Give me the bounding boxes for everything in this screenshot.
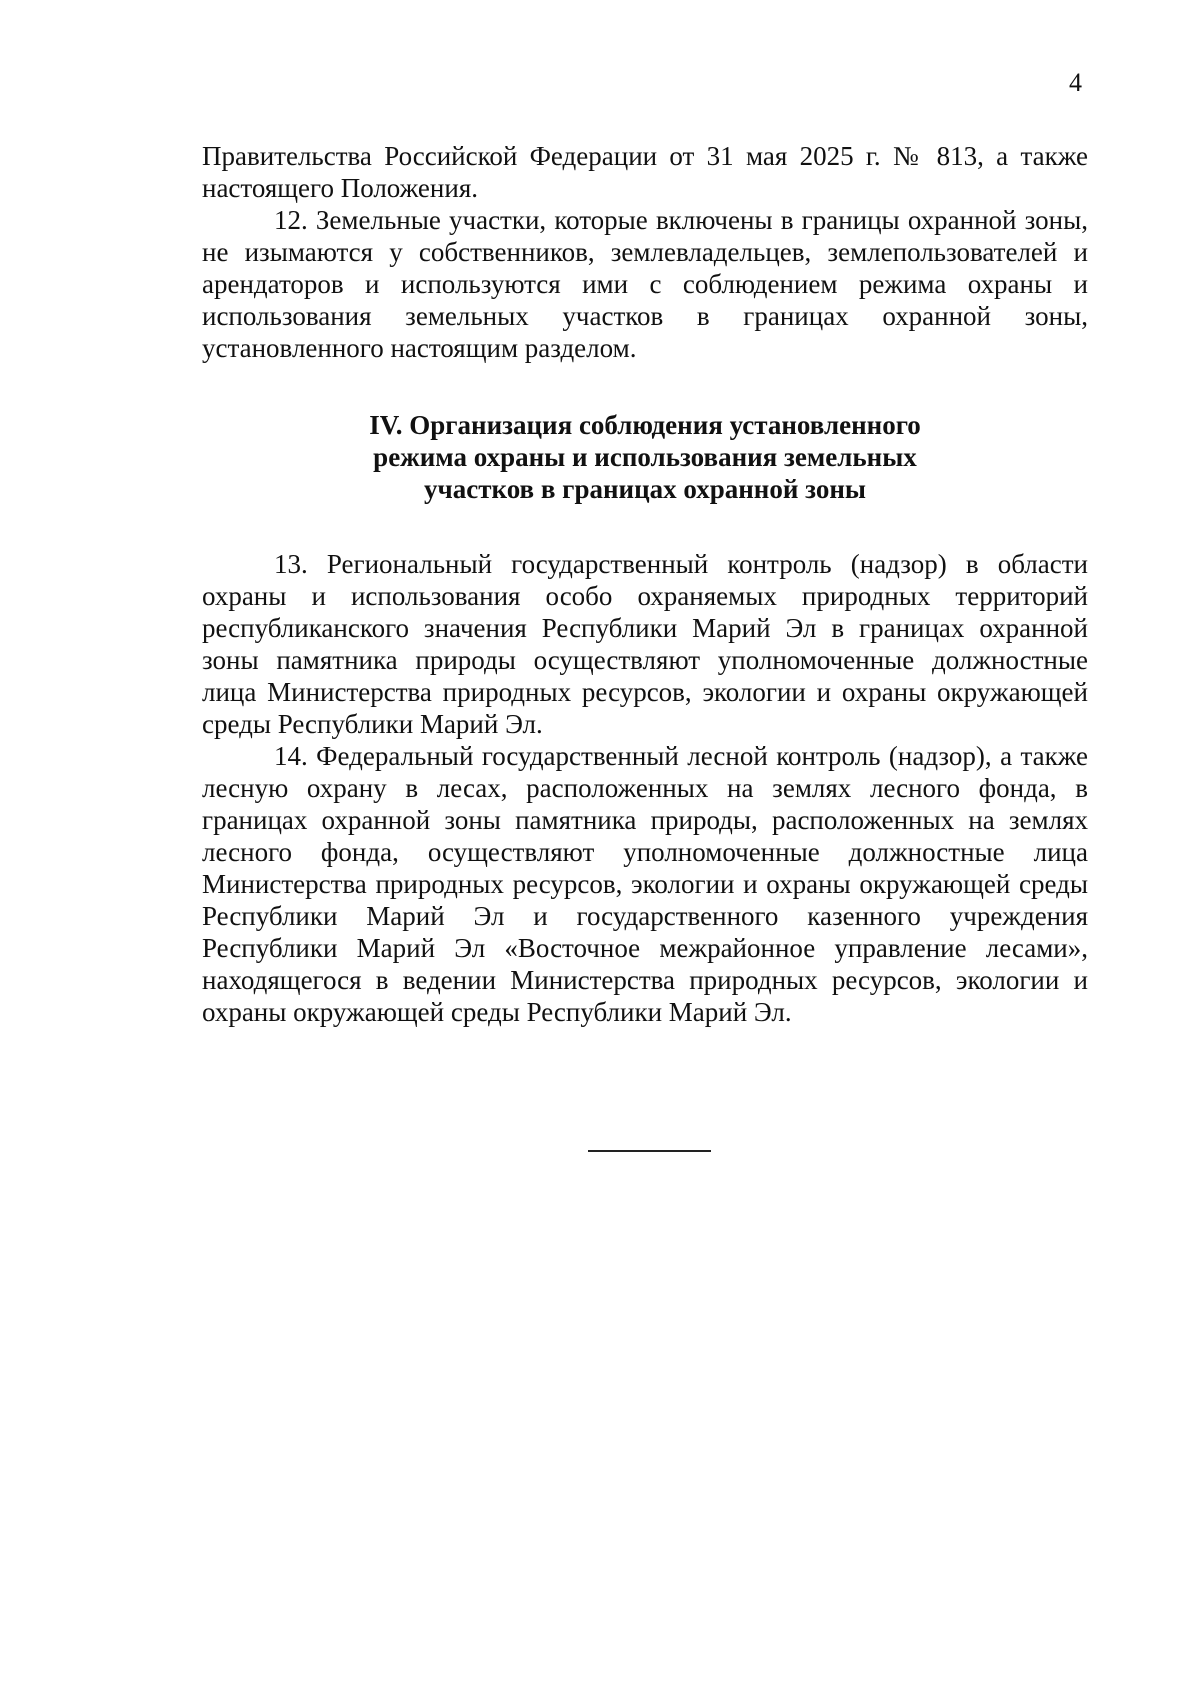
- paragraph-12: 12. Земельные участки, которые включены в границы охранной зоны, не изымаются у собственников, землевладельцев, землепользователей и арендаторов и используются ими с соблюдением режима охраны и использования земельных участков в границах охранной зоны, установленного настоящим разделом.: [202, 205, 1088, 363]
- paragraph-continuation: Правительства Российской Федерации от 31 мая 2025 г. № 813, а также настоящего Положения.: [202, 141, 1088, 203]
- section-heading: [202, 409, 1088, 505]
- section-heading-line-3: участков в границах охранной зоны: [424, 474, 866, 504]
- paragraph-13: 13. Региональный государственный контроль (надзор) в области охраны и использования особо охраняемых природных территорий республиканского значения Республики Марий Эл в границах охранной зоны памятника природы осуществляют уполномоченные должностные лица Министерства природных ресурсов, экологии и охраны окружающей среды Республики Марий Эл.: [202, 549, 1088, 739]
- section-heading-line-2: режима охраны и использования земельных: [373, 442, 917, 472]
- page-number: 4: [1069, 68, 1082, 97]
- document-body: [202, 140, 1088, 1028]
- section-heading-line-1: IV. Организация соблюдения установленного: [369, 410, 921, 440]
- paragraph-14: 14. Федеральный государственный лесной контроль (надзор), а также лесную охрану в лесах, расположенных на землях лесного фонда, в границах охранной зоны памятника природы, расположенных на землях лесного фонда, осуществляют уполномоченные должностные лица Министерства природных ресурсов, экологии и охраны окружающей среды Республики Марий Эл и государственного казенного учреждения Республики Марий Эл «Восточное межрайонное управление лесами», находящегося в ведении Министерства природных ресурсов, экологии и охраны окружающей среды Республики Марий Эл.: [202, 741, 1088, 1027]
- end-of-document-rule: [588, 1150, 711, 1152]
